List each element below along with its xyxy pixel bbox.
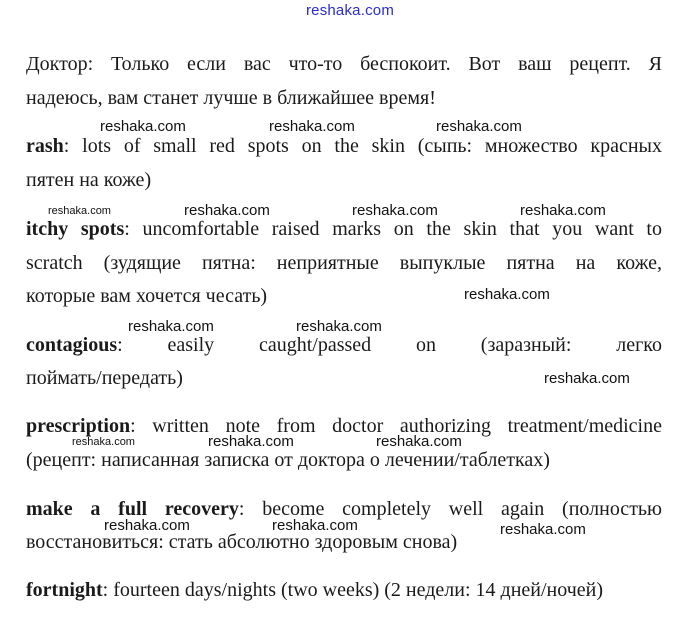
watermark: reshaka.com — [500, 521, 586, 538]
definition-fortnight: : fourteen days/nights (two weeks) (2 недели: 14 дней/ночей) — [102, 579, 604, 601]
entry-itchy-spots-line-3: которые вам хочется чесать) — [26, 285, 268, 307]
term-make-a-full-recovery: make a full recovery — [26, 498, 239, 520]
watermark: reshaka.com — [208, 433, 294, 450]
watermark: reshaka.com — [296, 318, 382, 335]
term-contagious: contagious — [26, 334, 118, 356]
watermark: reshaka.com — [72, 436, 135, 448]
term-itchy-spots: itchy spots — [26, 218, 125, 240]
watermark: reshaka.com — [48, 205, 111, 217]
entry-rash-line-2: пятен на коже) — [26, 169, 152, 191]
entry-contagious-line-1 — [26, 333, 662, 357]
watermark: reshaka.com — [184, 202, 270, 219]
term-fortnight: fortnight — [26, 579, 103, 601]
entry-itchy-spots-line-2: scratch (зудящие пятна: неприятные выпуклые пятна на коже, — [26, 252, 662, 274]
watermark: reshaka.com — [269, 118, 355, 135]
site-header-link[interactable]: reshaka.com — [305, 2, 395, 19]
term-rash: rash — [26, 135, 64, 157]
dialogue-line-1: Доктор: Только если вас что-то беспокоит. Вот ваш рецепт. Я — [26, 53, 662, 75]
watermark: reshaka.com — [544, 370, 630, 387]
watermark: reshaka.com — [100, 118, 186, 135]
watermark: reshaka.com — [520, 202, 606, 219]
watermark: reshaka.com — [376, 433, 462, 450]
entry-rash-line-1 — [26, 134, 662, 158]
entry-contagious-line-2: поймать/передать) — [26, 367, 183, 389]
watermark: reshaka.com — [352, 202, 438, 219]
watermark: reshaka.com — [128, 318, 214, 335]
term-prescription: prescription — [26, 415, 131, 437]
entry-itchy-spots-line-1 — [26, 217, 662, 241]
watermark: reshaka.com — [464, 286, 550, 303]
definition-itchy-spots: : uncomfortable raised marks on the skin that you want to — [124, 218, 662, 240]
dialogue-line-2: надеюсь, вам станет лучше в ближайшее время! — [26, 87, 436, 109]
entry-full-recovery-line-2: восстановиться: стать абсолютно здоровым снова) — [26, 531, 458, 553]
entry-prescription-line-2: (рецепт: написанная записка от доктора о лечении/таблетках) — [26, 449, 550, 471]
definition-contagious: : easily caught/passed on (заразный: легко — [117, 334, 662, 356]
definition-make-a-full-recovery: : become completely well again (полностью — [238, 498, 662, 520]
watermark: reshaka.com — [104, 517, 190, 534]
definition-rash: : lots of small red spots on the skin (сыпь: множество красных — [63, 135, 662, 157]
entry-prescription-line-1 — [26, 414, 662, 438]
watermark: reshaka.com — [272, 517, 358, 534]
definition-prescription: : written note from doctor authorizing treatment/medicine — [130, 415, 662, 437]
entry-fortnight-line-1 — [26, 578, 662, 602]
watermark: reshaka.com — [436, 118, 522, 135]
